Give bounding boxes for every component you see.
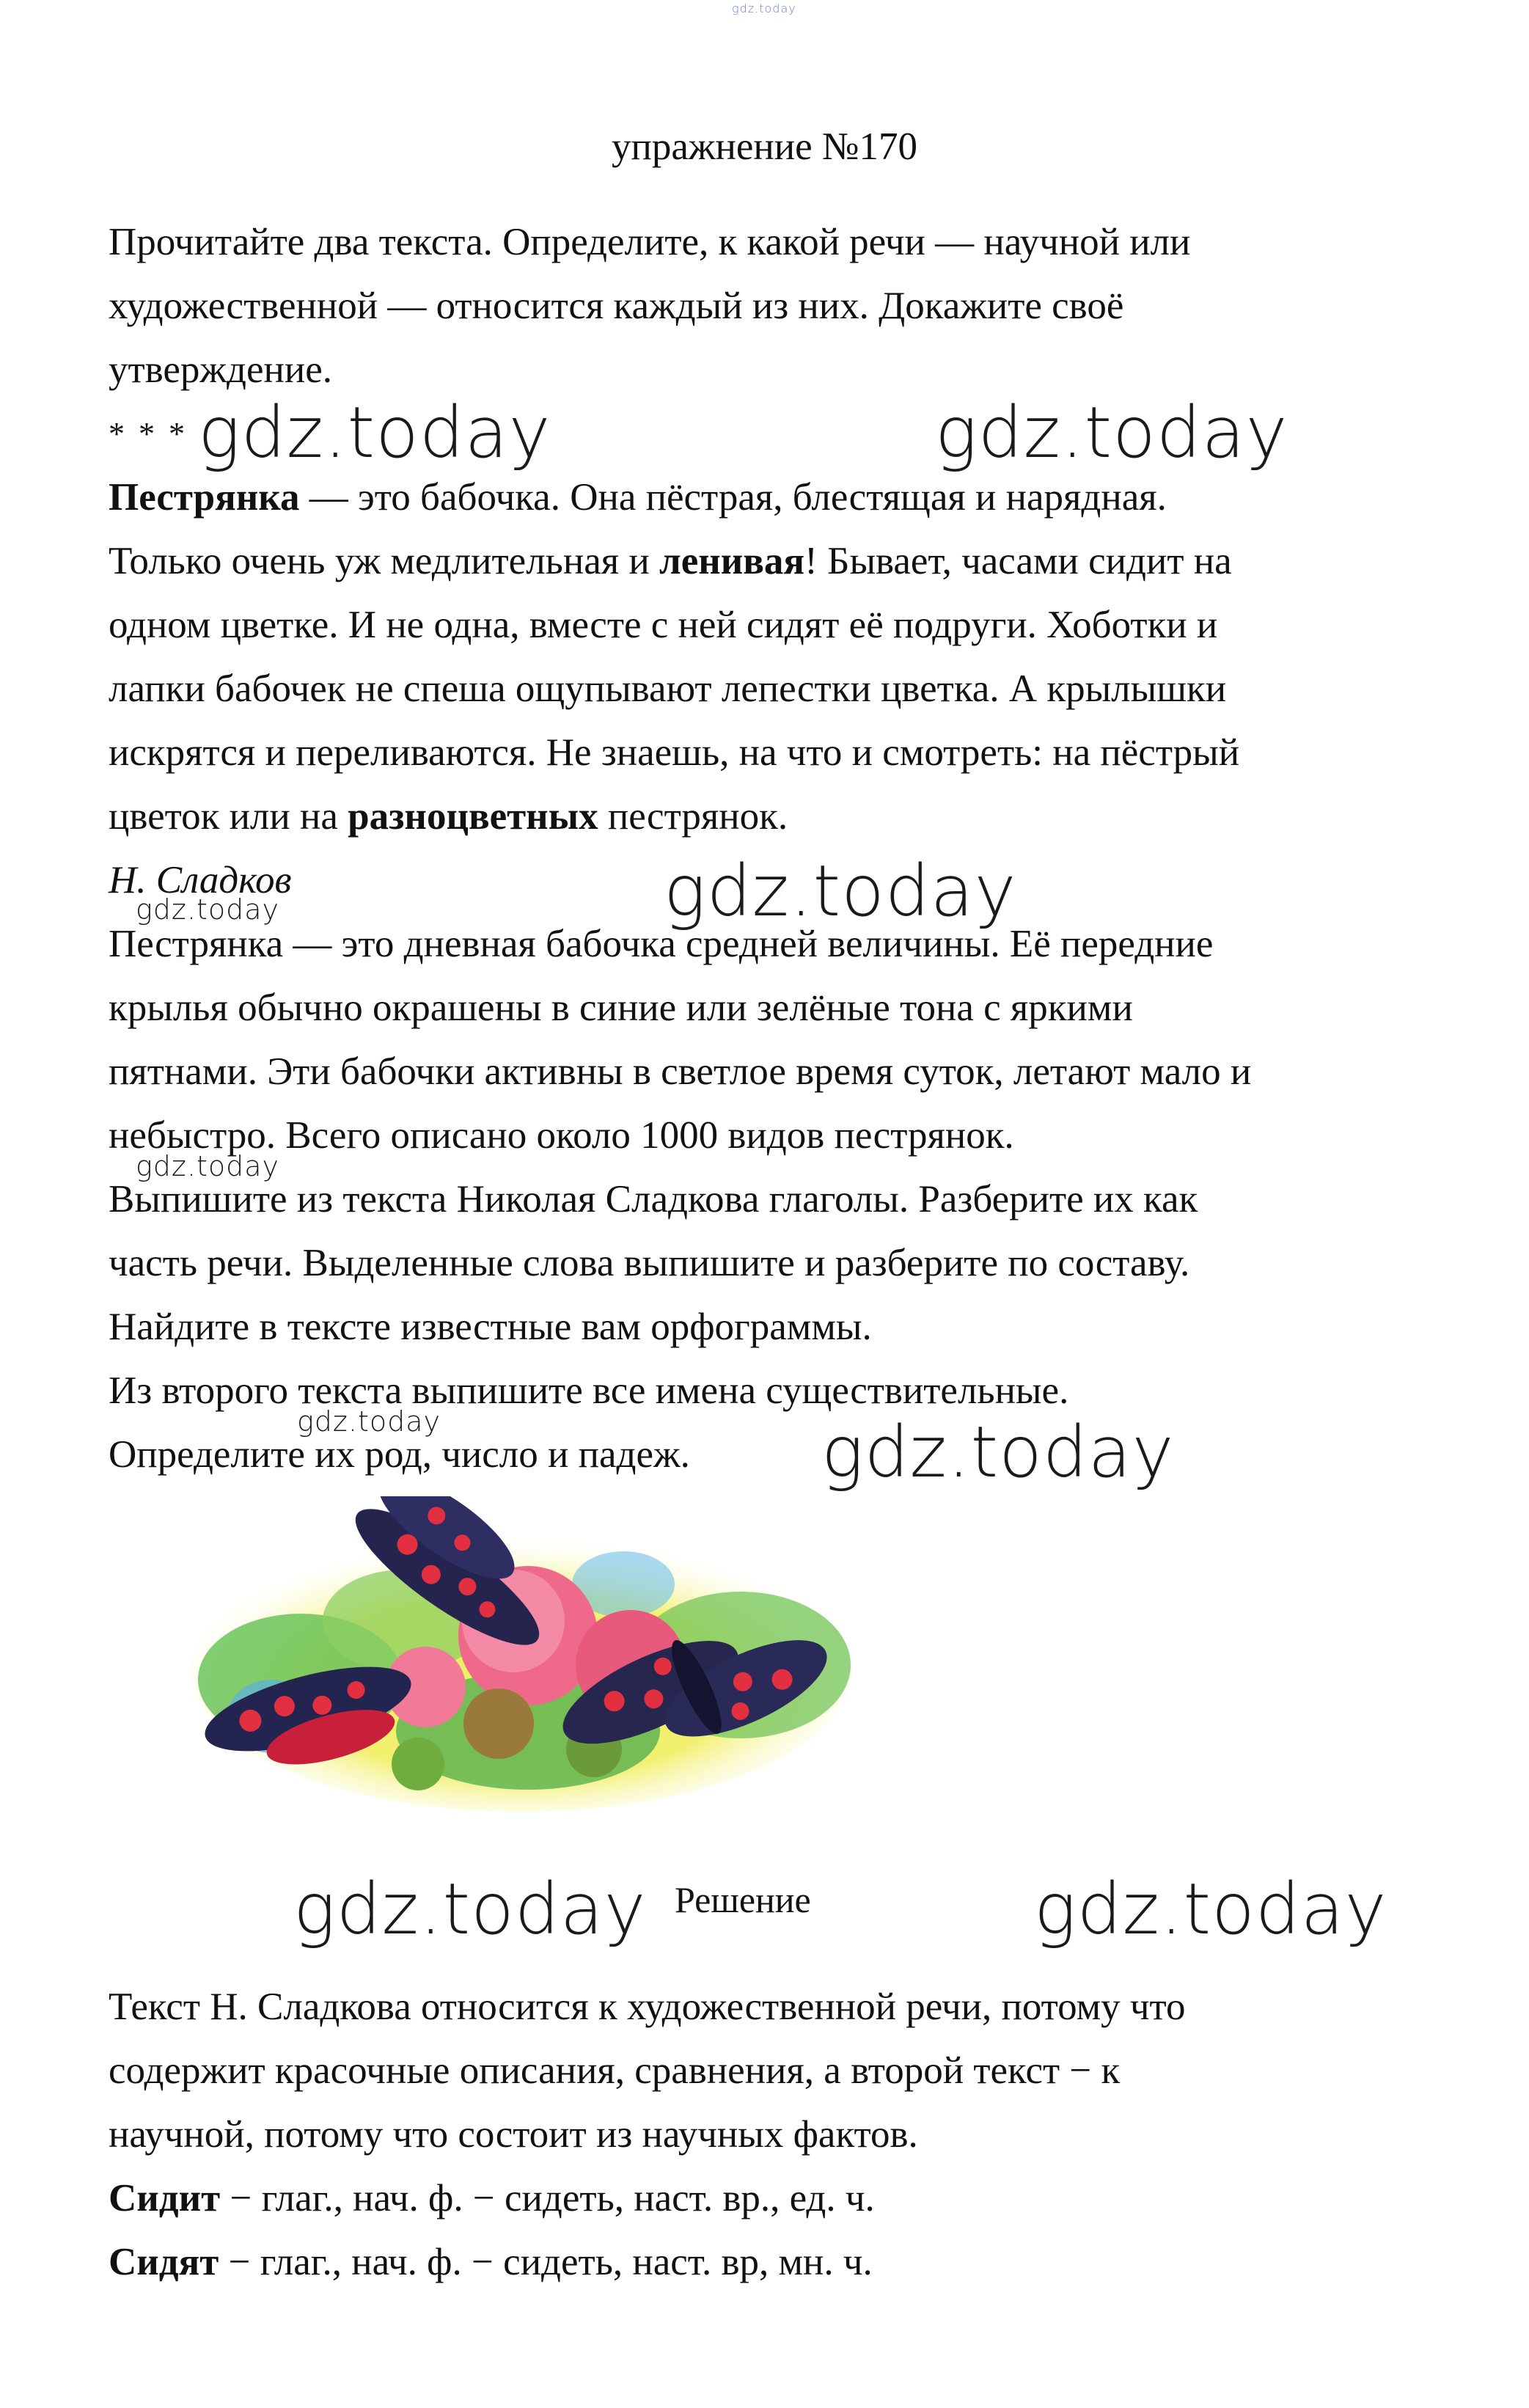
- text1-line: цветок или на разноцветных пестрянок.: [109, 795, 788, 838]
- author: Н. Сладков: [109, 859, 292, 901]
- parse-line: Сидят − глаг., нач. ф. − сидеть, наст. вр, мн. ч.: [109, 2241, 873, 2283]
- watermark: gdz.today: [136, 893, 279, 926]
- solution-title: Решение: [675, 1879, 811, 1920]
- solution-line: содержит красочные описания, сравнения, а второй текст − к: [109, 2049, 1121, 2092]
- solution-line: Текст Н. Сладкова относится к художественной речи, потому что: [109, 1986, 1186, 2028]
- exercise-title: упражнение №170: [612, 125, 917, 168]
- text1-line: одном цветке. И не одна, вместе с ней сидят её подруги. Хоботки и: [109, 604, 1218, 646]
- text2-line: небыстро. Всего описано около 1000 видов пестрянок.: [109, 1114, 1014, 1157]
- assignment-line: Определите их род, число и падеж.: [109, 1433, 690, 1476]
- watermark: gdz.today: [136, 1150, 279, 1182]
- butterflies-illustration: [183, 1496, 858, 1819]
- separator: * * *: [109, 416, 188, 452]
- assignment-line: Выпишите из текста Николая Сладкова глаголы. Разберите их как: [109, 1178, 1198, 1221]
- watermark: gdz.today: [198, 392, 551, 474]
- assignment-line: Из второго текста выпишите все имена существительные.: [109, 1369, 1069, 1412]
- clover-bud: [392, 1738, 444, 1790]
- solution-line: научной, потому что состоит из научных фактов.: [109, 2113, 918, 2156]
- task-line: художественной — относится каждый из них. Докажите своё: [109, 285, 1124, 327]
- text1-line: лапки бабочек не спеша ощупывают лепестки цветка. А крылышки: [109, 667, 1227, 710]
- watermark: gdz.today: [1034, 1868, 1387, 1950]
- watermark: gdz.today: [297, 1405, 441, 1438]
- task-line: Прочитайте два текста. Определите, к какой речи — научной или: [109, 221, 1191, 263]
- assignment-line: Найдите в тексте известные вам орфограммы.: [109, 1306, 872, 1348]
- watermark: gdz.today: [935, 392, 1288, 474]
- text1-line: Пестрянка — это бабочка. Она пёстрая, блестящая и нарядная.: [109, 476, 1167, 519]
- text2-line: Пестрянка — это дневная бабочка средней величины. Её передние: [109, 923, 1214, 965]
- watermark: gdz.today: [293, 1868, 647, 1950]
- text2-line: крылья обычно окрашены в синие или зелёные тона с яркими: [109, 987, 1133, 1029]
- watermark: gdz.today: [664, 850, 1017, 932]
- assignment-line: часть речи. Выделенные слова выпишите и разберите по составу.: [109, 1242, 1190, 1284]
- text2-line: пятнами. Эти бабочки активны в светлое время суток, летают мало и: [109, 1050, 1252, 1093]
- top-watermark: gdz.today: [732, 1, 796, 15]
- task-line: утверждение.: [109, 348, 333, 391]
- text1-line: искрятся и переливаются. Не знаешь, на что и смотреть: на пёстрый: [109, 731, 1240, 774]
- clover-bud: [463, 1688, 534, 1759]
- parse-line: Сидит − глаг., нач. ф. − сидеть, наст. вр., ед. ч.: [109, 2177, 875, 2219]
- text1-line: Только очень уж медлительная и ленивая! Бывает, часами сидит на: [109, 540, 1232, 582]
- watermark: gdz.today: [821, 1411, 1175, 1493]
